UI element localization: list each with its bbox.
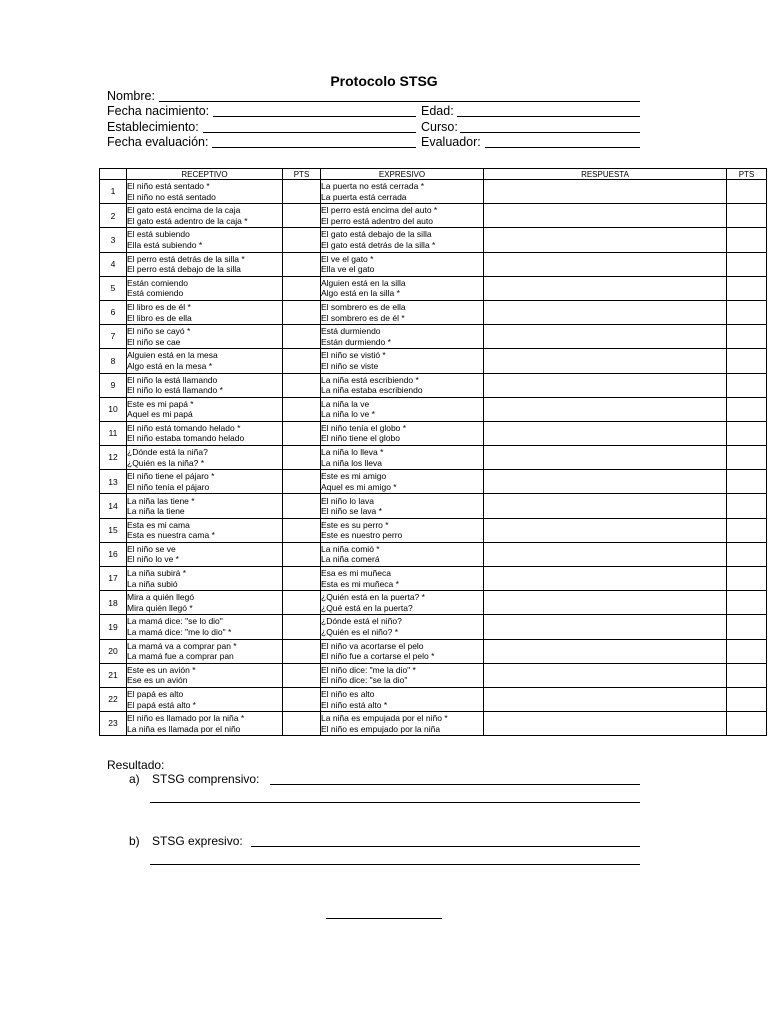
expresivo-option-1: Está durmiendo <box>321 326 381 337</box>
table-row <box>100 591 767 615</box>
expresivo-option-1: El perro está encima del auto * <box>321 205 438 216</box>
receptivo-option-2: El gato está adentro de la caja * <box>127 215 248 226</box>
expresivo-option-2: El niño está alto * <box>321 699 388 710</box>
expresivo-cell <box>321 300 484 324</box>
receptivo-cell <box>127 228 283 252</box>
receptivo-option-1: El niño está sentado * <box>127 181 210 192</box>
expresivo-option-1: El gato está debajo de la silla <box>321 229 432 240</box>
expresivo-option-2: El gato está detrás de la silla * <box>321 239 436 250</box>
stsg-comprensivo-line-2[interactable] <box>150 802 640 803</box>
expresivo-option-1: La niña está escribiendo * <box>321 374 419 385</box>
receptivo-option-1: El niño es llamado por la niña * <box>127 713 245 724</box>
curso-field[interactable] <box>460 132 640 133</box>
item-number: 10 <box>100 397 127 421</box>
respuesta-cell[interactable] <box>484 518 727 542</box>
pts-receptivo-cell[interactable] <box>283 300 321 324</box>
receptivo-cell <box>127 180 283 204</box>
expresivo-cell <box>321 446 484 470</box>
respuesta-cell[interactable] <box>484 180 727 204</box>
receptivo-option-2: El niño no está sentado <box>127 191 216 202</box>
pts-receptivo-cell[interactable] <box>283 421 321 445</box>
receptivo-option-1: Están comiendo <box>127 277 188 288</box>
receptivo-option-1: El niño se ve <box>127 543 176 554</box>
expresivo-option-1: El niño lo lava <box>321 495 374 506</box>
receptivo-option-2: El niño lo ve * <box>127 554 179 565</box>
expresivo-option-2: La niña estaba escribiendo <box>321 385 423 396</box>
expresivo-option-1: Esa es mi muñeca <box>321 568 391 579</box>
table-row <box>100 712 767 736</box>
receptivo-cell <box>127 567 283 591</box>
pts-expresivo-cell[interactable] <box>727 228 767 252</box>
respuesta-cell[interactable] <box>484 204 727 228</box>
receptivo-option-1: El libro es de él * <box>127 302 191 313</box>
table-header-row <box>100 169 767 180</box>
pts-receptivo-cell[interactable] <box>283 373 321 397</box>
expresivo-option-1: La niña lo lleva * <box>321 447 384 458</box>
establecimiento-label: Establecimiento: <box>107 120 199 134</box>
pts-expresivo-cell[interactable] <box>727 687 767 711</box>
expresivo-cell <box>321 494 484 518</box>
item-number: 17 <box>100 567 127 591</box>
pts-receptivo-cell[interactable] <box>283 663 321 687</box>
expresivo-cell <box>321 397 484 421</box>
receptivo-option-1: Este es mi papá * <box>127 398 194 409</box>
stsg-comprensivo-field[interactable] <box>270 784 640 785</box>
stsg-expresivo-line-2[interactable] <box>150 864 640 865</box>
pts-receptivo-cell[interactable] <box>283 712 321 736</box>
respuesta-cell[interactable] <box>484 228 727 252</box>
receptivo-option-2: El niño tenía el pájaro <box>127 481 210 492</box>
respuesta-cell[interactable] <box>484 349 727 373</box>
respuesta-cell[interactable] <box>484 615 727 639</box>
table-row <box>100 663 767 687</box>
pts-expresivo-cell[interactable] <box>727 470 767 494</box>
item-number: 22 <box>100 687 127 711</box>
expresivo-option-2: La niña comerá <box>321 554 380 565</box>
receptivo-option-1: El papá es alto <box>127 689 184 700</box>
receptivo-option-2: La mamá fue a comprar pan <box>127 651 234 662</box>
receptivo-option-2: El niño estaba tomando helado <box>127 433 245 444</box>
table-row <box>100 446 767 470</box>
respuesta-cell[interactable] <box>484 325 727 349</box>
evaluador-field[interactable] <box>485 147 640 148</box>
table-row <box>100 349 767 373</box>
expresivo-option-1: La niña comió * <box>321 543 380 554</box>
pts-receptivo-cell[interactable] <box>283 276 321 300</box>
resultado-b-marker: b) <box>129 834 140 848</box>
expresivo-option-1: ¿Quién está en la puerta? * <box>321 592 425 603</box>
item-number: 5 <box>100 276 127 300</box>
respuesta-cell[interactable] <box>484 591 727 615</box>
expresivo-option-2: Ella ve el gato <box>321 264 375 275</box>
pts-expresivo-cell[interactable] <box>727 180 767 204</box>
pts-expresivo-cell[interactable] <box>727 276 767 300</box>
table-row <box>100 373 767 397</box>
receptivo-option-1: El niño está tomando helado * <box>127 422 241 433</box>
pts-expresivo-cell[interactable] <box>727 300 767 324</box>
expresivo-option-2: La puerta está cerrada <box>321 191 407 202</box>
expresivo-option-1: El niño dice: "me la dio" * <box>321 664 416 675</box>
item-number: 12 <box>100 446 127 470</box>
expresivo-option-2: La niña los lleva <box>321 457 382 468</box>
expresivo-cell <box>321 421 484 445</box>
expresivo-option-2: Este es nuestro perro <box>321 530 403 541</box>
expresivo-option-2: El niño fue a cortarse el pelo * <box>321 651 435 662</box>
pts-receptivo-cell[interactable] <box>283 639 321 663</box>
col-header-pts-receptivo: PTS <box>283 169 321 180</box>
respuesta-cell[interactable] <box>484 663 727 687</box>
pts-receptivo-cell[interactable] <box>283 349 321 373</box>
respuesta-cell[interactable] <box>484 542 727 566</box>
expresivo-cell <box>321 470 484 494</box>
receptivo-option-2: La niña es llamada por el niño <box>127 723 241 734</box>
col-header-number <box>100 169 127 180</box>
expresivo-cell <box>321 591 484 615</box>
pts-expresivo-cell[interactable] <box>727 421 767 445</box>
table-row <box>100 639 767 663</box>
expresivo-option-1: Este es su perro * <box>321 519 389 530</box>
table-row <box>100 228 767 252</box>
respuesta-cell[interactable] <box>484 712 727 736</box>
pts-receptivo-cell[interactable] <box>283 204 321 228</box>
item-number: 15 <box>100 518 127 542</box>
item-number: 18 <box>100 591 127 615</box>
expresivo-option-2: Aquel es mi amigo * <box>321 481 397 492</box>
receptivo-cell <box>127 518 283 542</box>
item-number: 11 <box>100 421 127 445</box>
expresivo-option-2: El sombrero es de él * <box>321 312 405 323</box>
receptivo-option-2: El niño se cae <box>127 336 181 347</box>
expresivo-cell <box>321 615 484 639</box>
receptivo-cell <box>127 470 283 494</box>
item-number: 6 <box>100 300 127 324</box>
receptivo-option-2: Ese es un avión <box>127 675 188 686</box>
pts-expresivo-cell[interactable] <box>727 252 767 276</box>
resultado-a-marker: a) <box>129 772 140 786</box>
pts-expresivo-cell[interactable] <box>727 615 767 639</box>
receptivo-option-2: El libro es de ella <box>127 312 192 323</box>
pts-expresivo-cell[interactable] <box>727 397 767 421</box>
item-number: 8 <box>100 349 127 373</box>
nombre-label: Nombre: <box>107 89 155 103</box>
pts-receptivo-cell[interactable] <box>283 228 321 252</box>
pts-receptivo-cell[interactable] <box>283 446 321 470</box>
pts-receptivo-cell[interactable] <box>283 615 321 639</box>
table-row <box>100 204 767 228</box>
pts-receptivo-cell[interactable] <box>283 494 321 518</box>
receptivo-option-1: El está subiendo <box>127 229 190 240</box>
receptivo-option-1: Alguien está en la mesa <box>127 350 218 361</box>
table-row <box>100 470 767 494</box>
establecimiento-field[interactable] <box>203 132 416 133</box>
pts-expresivo-cell[interactable] <box>727 663 767 687</box>
receptivo-option-1: Esta es mi cama <box>127 519 190 530</box>
respuesta-cell[interactable] <box>484 276 727 300</box>
receptivo-option-2: Algo está en la mesa * <box>127 360 213 371</box>
expresivo-option-1: Este es mi amigo <box>321 471 387 482</box>
receptivo-option-1: ¿Dónde está la niña? <box>127 447 208 458</box>
respuesta-cell[interactable] <box>484 446 727 470</box>
pts-receptivo-cell[interactable] <box>283 180 321 204</box>
pts-expresivo-cell[interactable] <box>727 349 767 373</box>
expresivo-option-1: El sombrero es de ella <box>321 302 406 313</box>
expresivo-option-2: El perro está adentro del auto <box>321 215 433 226</box>
expresivo-option-2: Esta es mi muñeca * <box>321 578 399 589</box>
pts-expresivo-cell[interactable] <box>727 325 767 349</box>
receptivo-option-1: Este es un avión * <box>127 664 196 675</box>
receptivo-cell <box>127 349 283 373</box>
item-number: 23 <box>100 712 127 736</box>
pts-receptivo-cell[interactable] <box>283 542 321 566</box>
receptivo-option-2: La niña la tiene <box>127 506 185 517</box>
receptivo-cell <box>127 252 283 276</box>
expresivo-option-1: El niño se vistió * <box>321 350 386 361</box>
expresivo-option-1: La niña la ve <box>321 398 370 409</box>
pts-expresivo-cell[interactable] <box>727 446 767 470</box>
expresivo-cell <box>321 518 484 542</box>
receptivo-cell <box>127 663 283 687</box>
receptivo-option-2: Mira quién llegó * <box>127 602 193 613</box>
receptivo-cell <box>127 204 283 228</box>
receptivo-cell <box>127 300 283 324</box>
expresivo-cell <box>321 373 484 397</box>
expresivo-cell <box>321 712 484 736</box>
expresivo-option-1: La niña es empujada por el niño * <box>321 713 448 724</box>
expresivo-cell <box>321 687 484 711</box>
receptivo-cell <box>127 687 283 711</box>
pts-receptivo-cell[interactable] <box>283 567 321 591</box>
expresivo-option-2: ¿Qué está en la puerta? <box>321 602 413 613</box>
respuesta-cell[interactable] <box>484 300 727 324</box>
expresivo-option-2: ¿Quién es el niño? * <box>321 626 399 637</box>
expresivo-cell <box>321 542 484 566</box>
item-number: 20 <box>100 639 127 663</box>
col-header-respuesta: RESPUESTA <box>484 169 727 180</box>
receptivo-option-2: La mamá dice: "me lo dio" * <box>127 626 232 637</box>
receptivo-cell <box>127 397 283 421</box>
page-title: Protocolo STSG <box>330 73 438 89</box>
respuesta-cell[interactable] <box>484 397 727 421</box>
receptivo-option-2: Está comiendo <box>127 288 184 299</box>
item-number: 4 <box>100 252 127 276</box>
pts-receptivo-cell[interactable] <box>283 397 321 421</box>
table-row <box>100 180 767 204</box>
pts-expresivo-cell[interactable] <box>727 204 767 228</box>
receptivo-option-2: Aquel es mi papá <box>127 409 193 420</box>
fecha-evaluacion-label: Fecha evaluación: <box>107 135 209 149</box>
table-row <box>100 252 767 276</box>
table-row <box>100 276 767 300</box>
respuesta-cell[interactable] <box>484 421 727 445</box>
expresivo-cell <box>321 349 484 373</box>
nombre-field[interactable] <box>159 101 640 102</box>
pts-expresivo-cell[interactable] <box>727 518 767 542</box>
receptivo-cell <box>127 591 283 615</box>
expresivo-option-2: El niño tiene el globo <box>321 433 400 444</box>
expresivo-cell <box>321 252 484 276</box>
col-header-expresivo: EXPRESIVO <box>321 169 484 180</box>
item-number: 16 <box>100 542 127 566</box>
receptivo-option-2: El papá está alto * <box>127 699 196 710</box>
table-row <box>100 615 767 639</box>
expresivo-option-2: Algo está en la silla * <box>321 288 400 299</box>
receptivo-cell <box>127 373 283 397</box>
pts-expresivo-cell[interactable] <box>727 494 767 518</box>
item-number: 19 <box>100 615 127 639</box>
respuesta-cell[interactable] <box>484 639 727 663</box>
item-number: 13 <box>100 470 127 494</box>
col-header-pts-expresivo: PTS <box>727 169 767 180</box>
curso-label: Curso: <box>421 120 458 134</box>
stsg-comprensivo-label: STSG comprensivo: <box>152 772 260 786</box>
table-row <box>100 687 767 711</box>
stsg-expresivo-label: STSG expresivo: <box>152 834 243 848</box>
expresivo-option-2: Están durmiendo * <box>321 336 391 347</box>
table-row <box>100 494 767 518</box>
receptivo-cell <box>127 446 283 470</box>
pts-receptivo-cell[interactable] <box>283 518 321 542</box>
edad-label: Edad: <box>421 104 454 118</box>
expresivo-option-1: El niño tenía el globo * <box>321 422 407 433</box>
table-row <box>100 300 767 324</box>
pts-expresivo-cell[interactable] <box>727 639 767 663</box>
col-header-receptivo: RECEPTIVO <box>127 169 283 180</box>
receptivo-cell <box>127 615 283 639</box>
signature-line[interactable] <box>326 918 442 919</box>
fecha-nacimiento-field[interactable] <box>213 116 416 117</box>
table-row <box>100 518 767 542</box>
pts-expresivo-cell[interactable] <box>727 591 767 615</box>
expresivo-option-1: El niño va acortarse el pelo <box>321 640 424 651</box>
receptivo-cell <box>127 639 283 663</box>
receptivo-option-2: El niño lo está llamando * <box>127 385 223 396</box>
stsg-expresivo-field[interactable] <box>251 846 640 847</box>
pts-receptivo-cell[interactable] <box>283 470 321 494</box>
receptivo-option-1: La niña subirá * <box>127 568 187 579</box>
table-row <box>100 397 767 421</box>
receptivo-option-1: El niño la está llamando <box>127 374 218 385</box>
pts-receptivo-cell[interactable] <box>283 252 321 276</box>
receptivo-cell <box>127 276 283 300</box>
expresivo-cell <box>321 204 484 228</box>
respuesta-cell[interactable] <box>484 470 727 494</box>
pts-receptivo-cell[interactable] <box>283 687 321 711</box>
pts-expresivo-cell[interactable] <box>727 373 767 397</box>
table-row <box>100 325 767 349</box>
item-number: 2 <box>100 204 127 228</box>
evaluador-label: Evaluador: <box>421 135 481 149</box>
item-number: 7 <box>100 325 127 349</box>
fecha-nacimiento-label: Fecha nacimiento: <box>107 104 210 118</box>
expresivo-cell <box>321 180 484 204</box>
item-number: 3 <box>100 228 127 252</box>
expresivo-cell <box>321 567 484 591</box>
receptivo-cell <box>127 542 283 566</box>
table-row <box>100 567 767 591</box>
receptivo-option-1: El niño se cayó * <box>127 326 191 337</box>
pts-receptivo-cell[interactable] <box>283 325 321 349</box>
expresivo-option-2: El niño se viste <box>321 360 379 371</box>
receptivo-option-1: La niña las tiene * <box>127 495 195 506</box>
expresivo-option-1: El ve el gato * <box>321 253 374 264</box>
receptivo-cell <box>127 494 283 518</box>
respuesta-cell[interactable] <box>484 567 727 591</box>
receptivo-cell <box>127 712 283 736</box>
expresivo-option-1: El niño es alto <box>321 689 375 700</box>
receptivo-option-1: La mamá dice: "se lo dio" <box>127 616 223 627</box>
receptivo-option-2: La niña subió <box>127 578 178 589</box>
receptivo-cell <box>127 421 283 445</box>
table-row <box>100 542 767 566</box>
fecha-evaluacion-field[interactable] <box>212 147 416 148</box>
pts-expresivo-cell[interactable] <box>727 712 767 736</box>
expresivo-option-1: ¿Dónde está el niño? <box>321 616 402 627</box>
expresivo-option-2: El niño se lava * <box>321 506 382 517</box>
respuesta-cell[interactable] <box>484 252 727 276</box>
respuesta-cell[interactable] <box>484 687 727 711</box>
item-number: 14 <box>100 494 127 518</box>
protocol-table <box>99 168 767 736</box>
receptivo-option-1: El niño tiene el pájaro * <box>127 471 215 482</box>
receptivo-option-2: Esta es nuestra cama * <box>127 530 215 541</box>
receptivo-option-1: Mira a quién llegó <box>127 592 195 603</box>
receptivo-option-1: El perro está detrás de la silla * <box>127 253 245 264</box>
receptivo-option-2: ¿Quién es la niña? * <box>127 457 205 468</box>
respuesta-cell[interactable] <box>484 494 727 518</box>
expresivo-option-2: La niña lo ve * <box>321 409 375 420</box>
expresivo-cell <box>321 276 484 300</box>
respuesta-cell[interactable] <box>484 373 727 397</box>
receptivo-option-2: Ella está subiendo * <box>127 239 203 250</box>
expresivo-option-1: La puerta no está cerrada * <box>321 181 425 192</box>
receptivo-cell <box>127 325 283 349</box>
expresivo-option-1: Alguien está en la silla <box>321 277 406 288</box>
item-number: 9 <box>100 373 127 397</box>
item-number: 1 <box>100 180 127 204</box>
expresivo-cell <box>321 325 484 349</box>
pts-expresivo-cell[interactable] <box>727 542 767 566</box>
item-number: 21 <box>100 663 127 687</box>
receptivo-option-1: El gato está encima de la caja <box>127 205 241 216</box>
resultado-label: Resultado: <box>107 758 165 772</box>
expresivo-cell <box>321 639 484 663</box>
expresivo-option-2: El niño es empujado por la niña <box>321 723 441 734</box>
expresivo-cell <box>321 228 484 252</box>
expresivo-cell <box>321 663 484 687</box>
pts-expresivo-cell[interactable] <box>727 567 767 591</box>
expresivo-option-2: El niño dice: "se la dio" <box>321 675 408 686</box>
edad-field[interactable] <box>457 116 640 117</box>
table-row <box>100 421 767 445</box>
receptivo-option-2: El perro está debajo de la silla <box>127 264 241 275</box>
pts-receptivo-cell[interactable] <box>283 591 321 615</box>
receptivo-option-1: La mamá va a comprar pan * <box>127 640 237 651</box>
